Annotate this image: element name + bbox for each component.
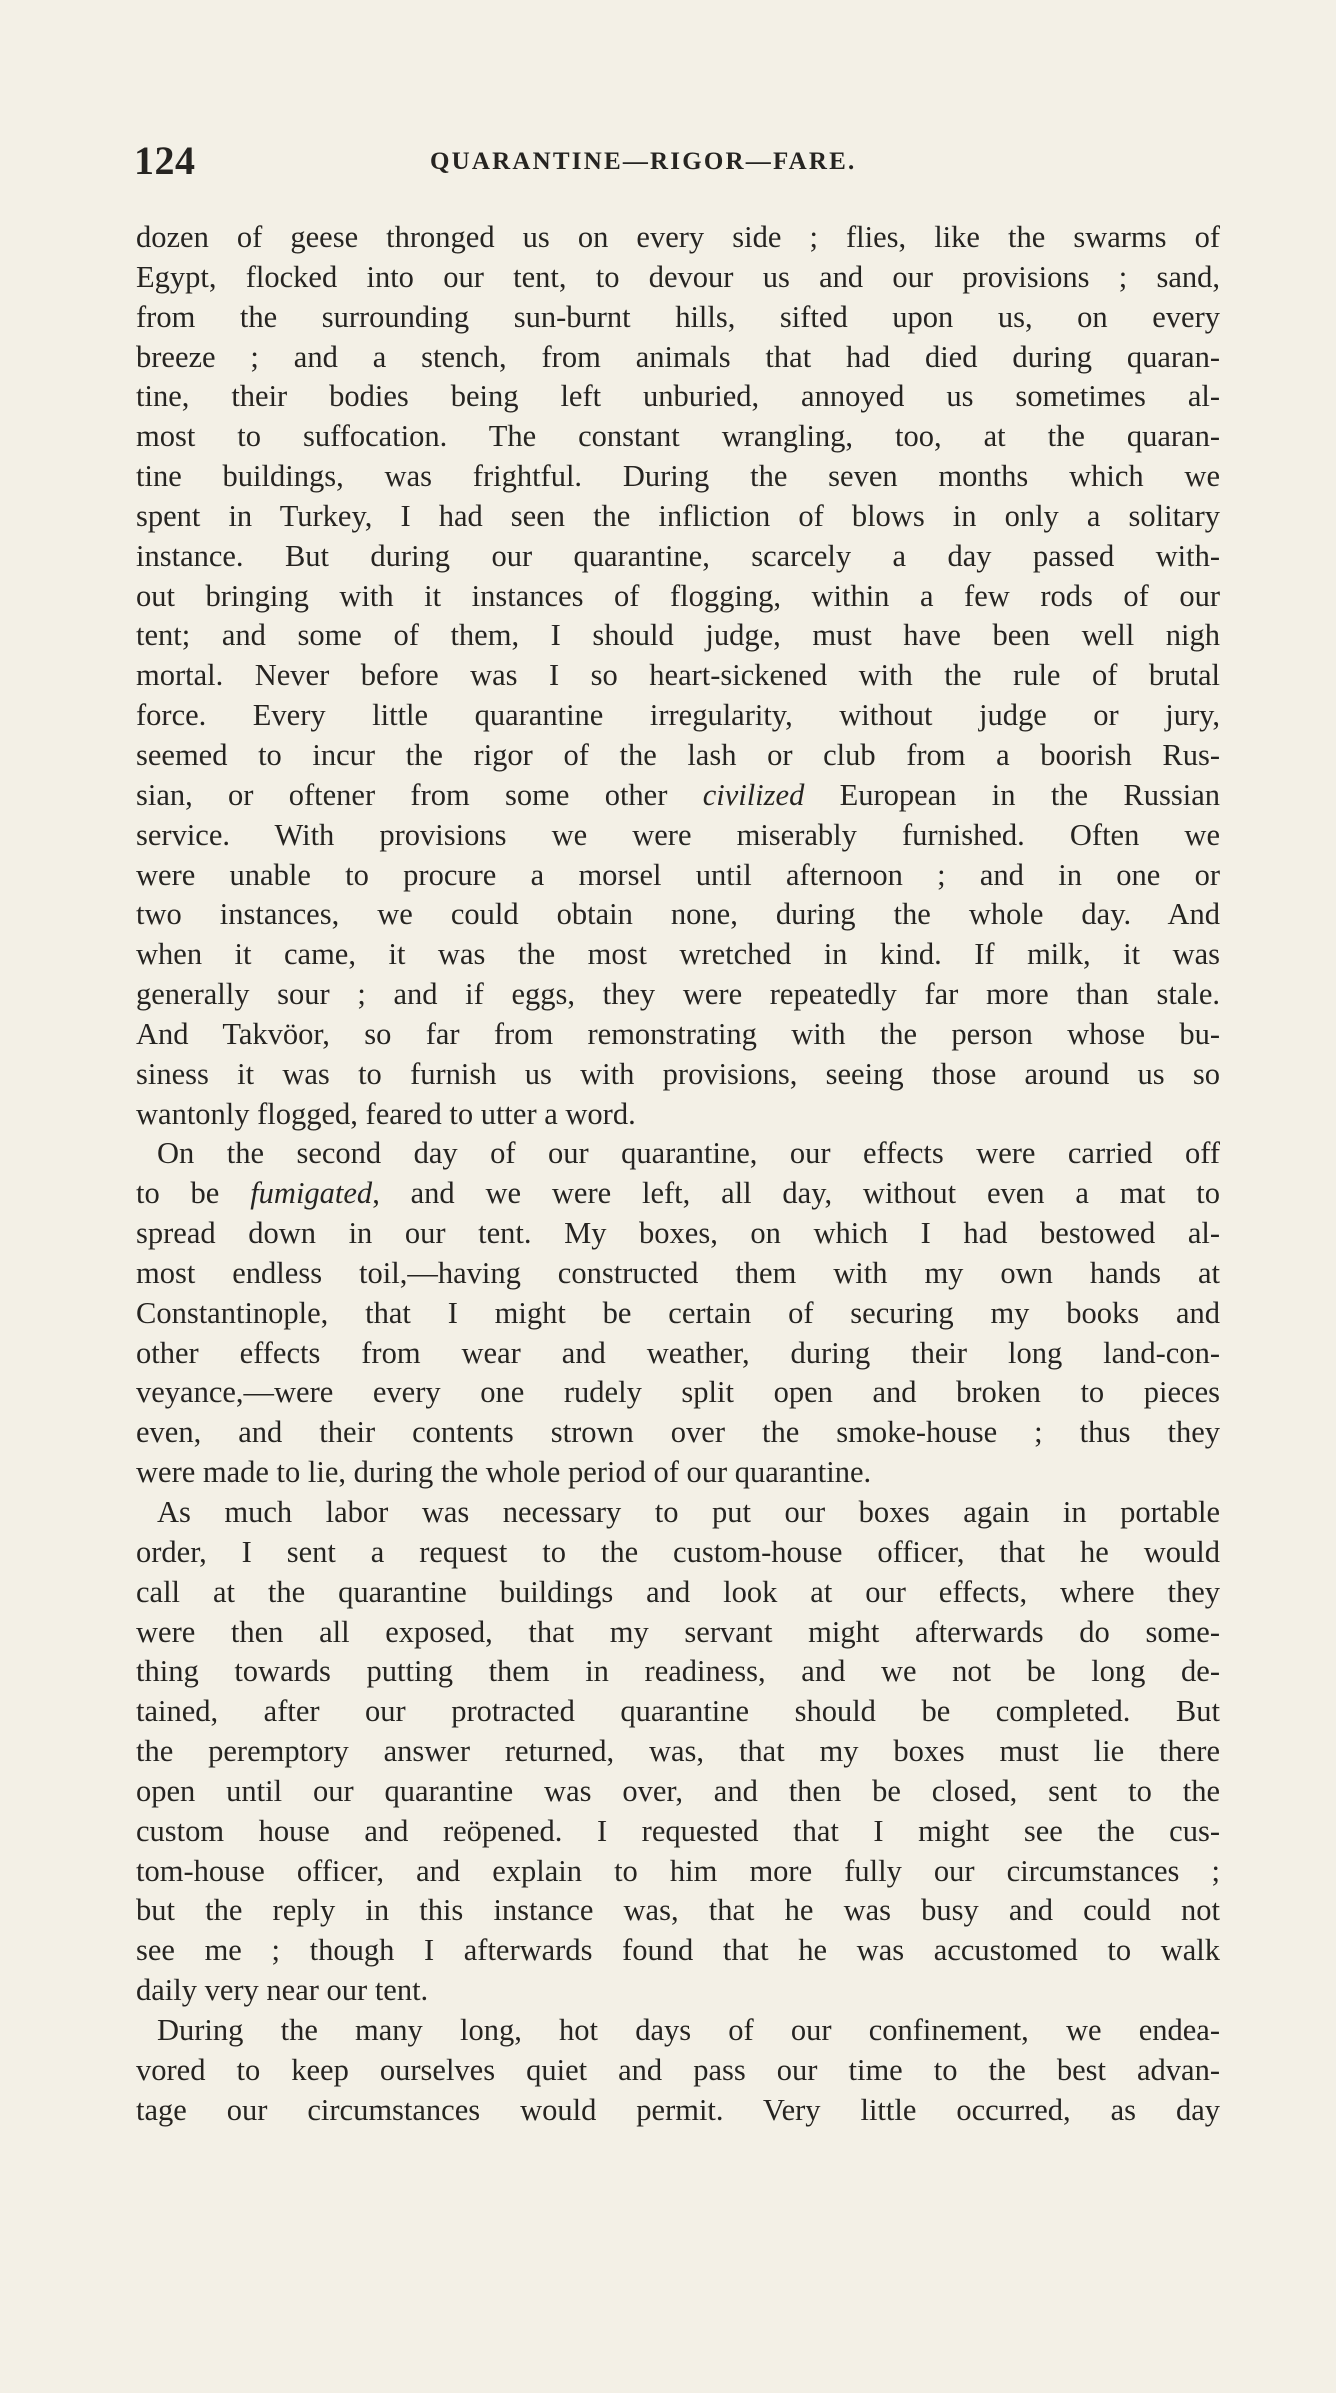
text-line: dozen of geese thronged us on every side ; flies, like the swarms of [136,220,1220,254]
text-line: out bringing with it instances of flogging, within a few rods of our [136,578,1220,613]
text-line: As much labor was necessary to put our boxes again in portable [157,1495,1220,1529]
text-line: seemed to incur the rigor of the lash or club from a boorish Rus- [136,737,1220,772]
text-line: most to suffocation. The constant wrangling, too, at the quaran- [136,419,1220,454]
text-line: instance. But during our quarantine, scarcely a day passed with- [136,538,1220,573]
text-line: custom house and reöpened. I requested that I might see the cus- [136,1813,1220,1848]
text-line: but the reply in this instance was, that he was busy and could not [136,1893,1220,1928]
text-line: spread down in our tent. My boxes, on which I had bestowed al- [136,1216,1220,1251]
text-line: On the second day of our quarantine, our effects were carried off [157,1136,1220,1171]
text-line: During the many long, hot days of our confinement, we endea- [157,2012,1220,2047]
text-line: were unable to procure a morsel until afternoon ; and in one or [136,857,1220,892]
page-number: 124 [134,138,196,183]
text-line: tom-house officer, and explain to him more fully our circumstances ; [136,1853,1220,1888]
text-line: Constantinople, that I might be certain of securing my books and [136,1295,1220,1330]
text-line: siness it was to furnish us with provisions, seeing those around us so [136,1056,1220,1091]
text-line: to be fumigated, and we were left, all day, without even a mat to [136,1176,1220,1211]
text-line: daily very near our tent. [136,1973,429,2008]
text-line: service. With provisions we were miserably furnished. Often we [136,817,1220,852]
text-line: two instances, we could obtain none, during the whole day. And [136,897,1220,932]
text-line: mortal. Never before was I so heart-sickened with the rule of brutal [136,658,1220,693]
text-line: even, and their contents strown over the smoke-house ; thus they [136,1415,1220,1450]
text-line: order, I sent a request to the custom-house officer, that he would [136,1534,1220,1569]
text-line: spent in Turkey, I had seen the infliction of blows in only a solitary [136,498,1220,533]
text-line: And Takvöor, so far from remonstrating with the person whose bu- [136,1016,1220,1051]
text-line: veyance,—were every one rudely split open and broken to pieces [136,1375,1220,1410]
text-line: call at the quarantine buildings and look at our effects, where they [136,1574,1220,1609]
text-line: tage our circumstances would permit. Very little occurred, as day [136,2092,1220,2127]
body-text [136,218,1220,2131]
running-head [134,136,1218,186]
text-line: Egypt, flocked into our tent, to devour us and our provisions ; sand, [136,259,1220,294]
text-line: sian, or oftener from some other civilized European in the Russian [136,777,1220,812]
text-line: wantonly flogged, feared to utter a word. [136,1096,636,1131]
text-line: when it came, it was the most wretched in kind. If milk, it was [136,937,1220,972]
text-line: other effects from wear and weather, during their long land-con- [136,1335,1220,1370]
text-line: generally sour ; and if eggs, they were repeatedly far more than stale. [136,977,1220,1012]
text-line: tained, after our protracted quarantine should be completed. But [136,1694,1220,1729]
text-line: from the surrounding sun-burnt hills, sifted upon us, on every [136,299,1220,334]
text-line: most endless toil,—having constructed them with my own hands at [136,1255,1220,1290]
text-line: were then all exposed, that my servant might afterwards do some- [136,1614,1220,1649]
text-line: force. Every little quarantine irregularity, without judge or jury, [136,698,1220,733]
text-line: tine, their bodies being left unburied, annoyed us sometimes al- [136,379,1220,414]
text-line: tent; and some of them, I should judge, must have been well nigh [136,618,1220,653]
text-line: open until our quarantine was over, and then be closed, sent to the [136,1773,1220,1808]
text-line: tine buildings, was frightful. During the seven months which we [136,459,1220,494]
text-line: the peremptory answer returned, was, that my boxes must lie there [136,1734,1220,1769]
text-line: thing towards putting them in readiness, and we not be long de- [136,1654,1220,1689]
running-title: QUARANTINE—RIGOR—FARE. [430,148,857,175]
text-line: vored to keep ourselves quiet and pass our time to the best advan- [136,2052,1220,2087]
text-line: were made to lie, during the whole period of our quarantine. [136,1455,872,1490]
text-line: breeze ; and a stench, from animals that had died during quaran- [136,339,1220,374]
text-line: see me ; though I afterwards found that he was accustomed to walk [136,1933,1220,1968]
